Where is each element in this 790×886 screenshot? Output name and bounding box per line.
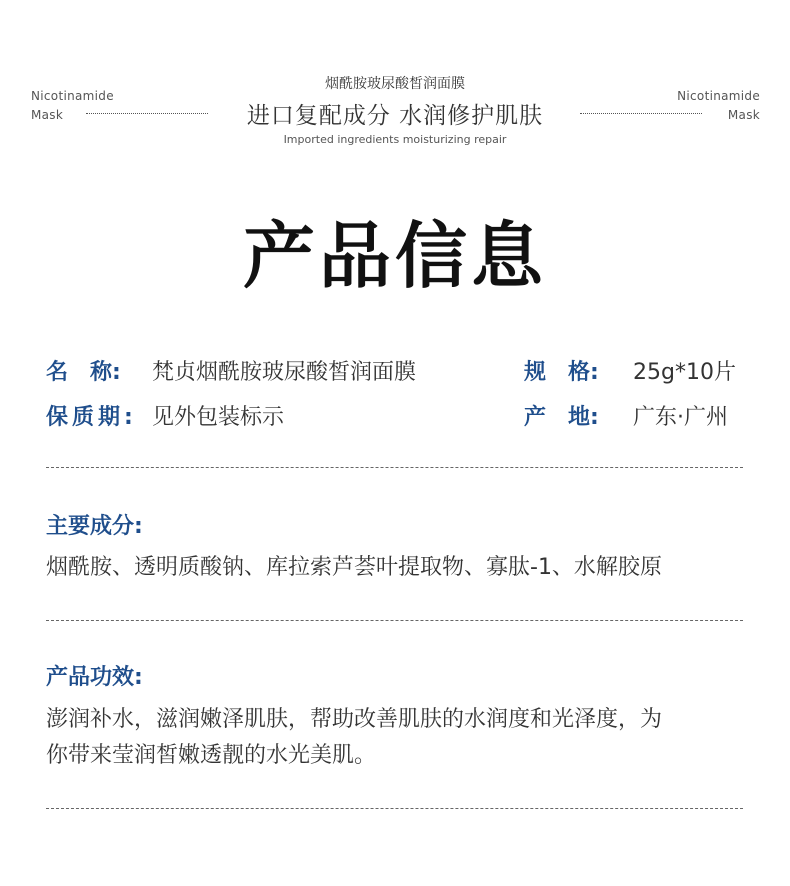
shelf-life-value: 见外包装标示 <box>152 405 285 430</box>
spec-label: 规 格: <box>524 360 599 385</box>
shelf-life-label: 保质期: <box>46 405 137 430</box>
origin-label: 产 地: <box>524 405 599 430</box>
header-left-line2: Mask <box>31 108 64 122</box>
header-top-text: 烟酰胺玻尿酸皙润面膜 <box>325 76 465 92</box>
name-label: 名 称: <box>46 360 121 385</box>
divider-1 <box>46 467 743 468</box>
header-right-line2: Mask <box>727 108 760 122</box>
header-sub-text: Imported ingredients moisturizing repair <box>283 133 507 146</box>
origin-value: 广东·广州 <box>633 405 728 430</box>
page-title: 产品信息 <box>242 214 547 298</box>
header-main-text: 进口复配成分 水润修护肌肤 <box>246 103 544 129</box>
divider-3 <box>46 808 743 809</box>
spec-value: 25g*10片 <box>633 360 736 385</box>
efficacy-text-line2: 你带来莹润皙嫩透靓的水光美肌。 <box>46 743 377 768</box>
header-left-line1: Nicotinamide <box>31 89 114 103</box>
efficacy-title: 产品功效: <box>46 665 143 690</box>
name-value: 梵贞烟酰胺玻尿酸皙润面膜 <box>152 360 417 385</box>
header-right-line1: Nicotinamide <box>677 89 760 103</box>
ingredients-text: 烟酰胺、透明质酸钠、库拉索芦荟叶提取物、寡肽-1、水解胶原 <box>46 555 662 580</box>
ingredients-title: 主要成分: <box>46 514 143 539</box>
efficacy-text-line1: 澎润补水，滋润嫩泽肌肤，帮助改善肌肤的水润度和光泽度，为 <box>46 707 663 732</box>
divider-2 <box>46 620 743 621</box>
